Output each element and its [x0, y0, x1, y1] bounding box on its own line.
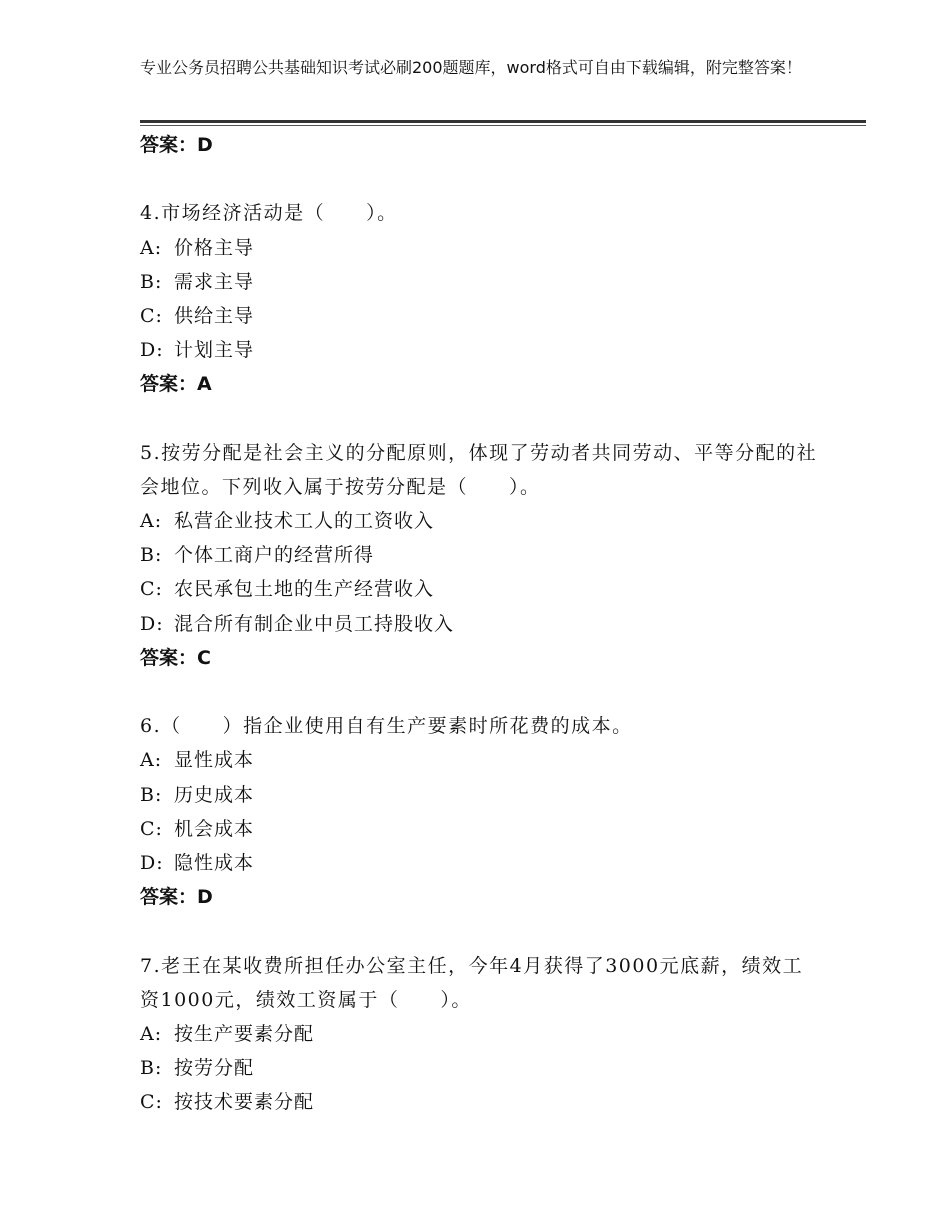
option-text: 历史成本 — [174, 783, 255, 806]
option-text: 隐性成本 — [174, 852, 255, 874]
option-key: D: — [140, 852, 164, 874]
option-a — [140, 1017, 820, 1051]
spacer — [140, 162, 820, 196]
option-text: 供给主导 — [174, 304, 255, 327]
option-b — [140, 1051, 820, 1085]
header-rule-thin — [140, 125, 866, 126]
option-b — [140, 538, 820, 572]
option-a — [140, 231, 820, 265]
option-c — [140, 1085, 820, 1119]
option-b — [140, 778, 820, 812]
option-d — [140, 607, 820, 641]
option-key: B: — [140, 1057, 163, 1080]
option-text: 私营企业技术工人的工资收入 — [174, 510, 435, 533]
answer-line: 答案：C — [140, 646, 211, 669]
previous-answer: 答案：D — [140, 134, 213, 156]
option-d — [140, 846, 820, 880]
option-key: C: — [140, 304, 163, 327]
spacer — [140, 675, 820, 709]
header-rule-thick — [140, 120, 866, 123]
answer-line: 答案：A — [140, 373, 212, 396]
option-text: 按生产要素分配 — [174, 1022, 315, 1045]
question-block — [140, 709, 820, 914]
question-stem: 4.市场经济活动是（ ）。 — [140, 202, 398, 225]
option-text: 需求主导 — [174, 270, 255, 293]
question-block — [140, 196, 820, 401]
option-key: B: — [140, 783, 163, 806]
page-header: 专业公务员招聘公共基础知识考试必刷200题题库，word格式可自由下载编辑，附完整答案！ — [140, 58, 802, 77]
option-key: D: — [140, 612, 164, 635]
option-c — [140, 812, 820, 846]
spacer — [140, 914, 820, 948]
option-text: 个体工商户的经营所得 — [174, 544, 375, 567]
option-b — [140, 265, 820, 299]
option-key: A: — [140, 1022, 163, 1045]
question-stem: 5.按劳分配是社会主义的分配原则，体现了劳动者共同劳动、平等分配的社会地位。下列收入属于按劳分配是（ ）。 — [140, 441, 818, 498]
option-text: 机会成本 — [174, 817, 255, 840]
option-d — [140, 333, 820, 367]
question-stem: 6.（ ）指企业使用自有生产要素时所花费的成本。 — [140, 715, 633, 738]
question-list — [140, 128, 820, 1120]
option-text: 按技术要素分配 — [174, 1091, 315, 1114]
answer-line: 答案：D — [140, 886, 213, 909]
option-a — [140, 504, 820, 538]
option-key: A: — [140, 749, 163, 772]
option-text: 混合所有制企业中员工持股收入 — [174, 612, 455, 635]
option-key: C: — [140, 817, 163, 840]
option-text: 农民承包土地的生产经营收入 — [174, 578, 435, 601]
option-text: 计划主导 — [174, 339, 255, 362]
option-key: B: — [140, 544, 163, 567]
spacer — [140, 402, 820, 436]
option-key: A: — [140, 236, 163, 259]
option-key: C: — [140, 578, 163, 601]
option-key: D: — [140, 339, 164, 362]
option-key: A: — [140, 510, 163, 533]
option-c — [140, 299, 820, 333]
option-text: 按劳分配 — [174, 1057, 255, 1080]
question-block — [140, 949, 820, 1120]
option-key: C: — [140, 1091, 163, 1114]
question-stem: 7.老王在某收费所担任办公室主任，今年4月获得了3000元底薪，绩效工资1000元，绩效工资属于（ ）。 — [140, 954, 804, 1011]
question-block — [140, 436, 820, 675]
option-text: 显性成本 — [174, 749, 255, 772]
option-key: B: — [140, 270, 163, 293]
option-c — [140, 572, 820, 606]
option-text: 价格主导 — [174, 236, 255, 259]
option-a — [140, 743, 820, 777]
